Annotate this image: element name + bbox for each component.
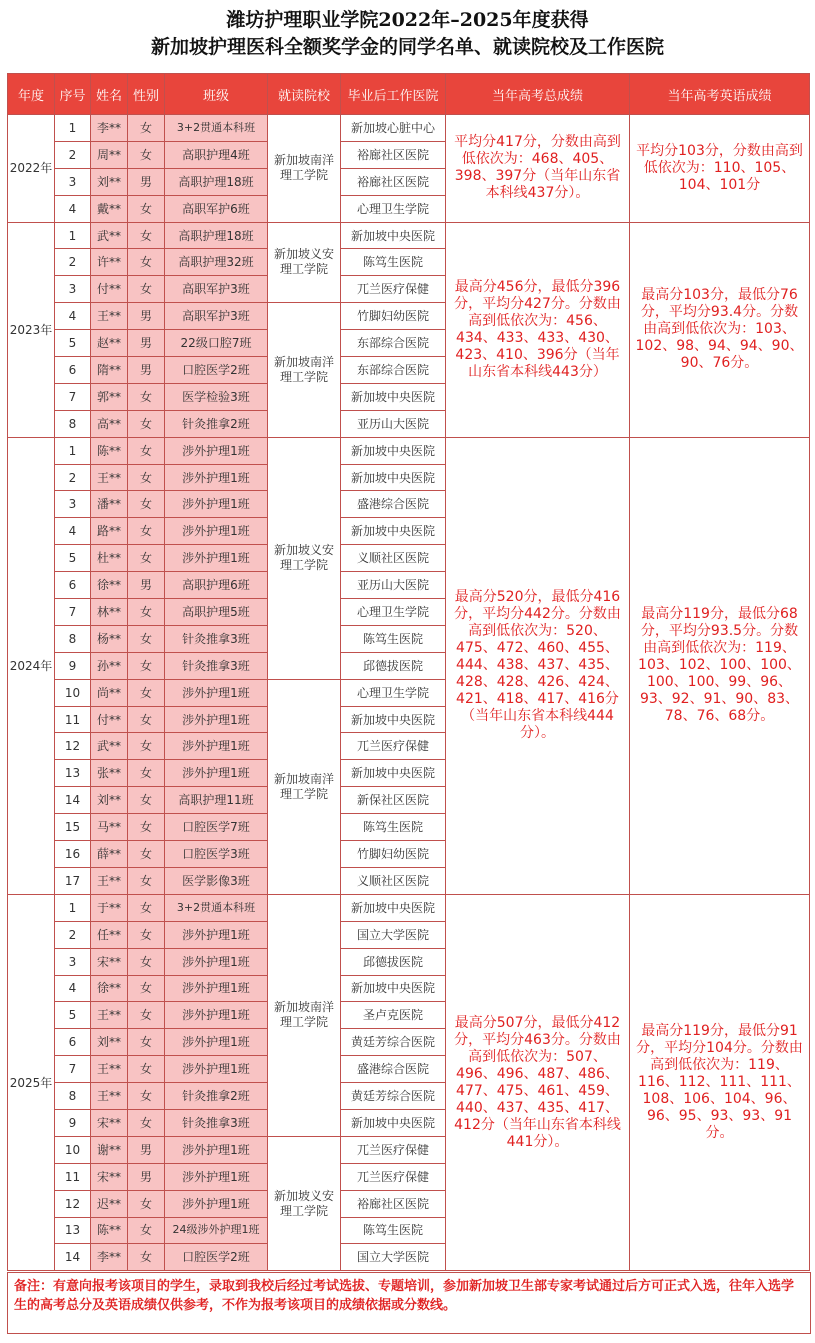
sex-cell: 女 — [128, 410, 165, 437]
sex-cell: 女 — [128, 814, 165, 841]
class-cell: 高职军护6班 — [165, 195, 268, 222]
name-cell: 武** — [91, 733, 128, 760]
page-title-line2: 新加坡护理医科全额奖学金的同学名单、就读院校及工作医院 — [150, 36, 664, 58]
hospital-cell: 义顺社区医院 — [341, 867, 446, 894]
index-cell: 11 — [55, 1163, 91, 1190]
index-cell: 1 — [55, 894, 91, 921]
school-cell: 新加坡南洋理工学院 — [268, 679, 341, 894]
index-cell: 8 — [55, 1083, 91, 1110]
header-index: 序号 — [55, 74, 91, 115]
name-cell: 隋** — [91, 357, 128, 384]
class-cell: 口腔医学2班 — [165, 1244, 268, 1271]
sex-cell: 女 — [128, 867, 165, 894]
table-body — [8, 115, 810, 1271]
name-cell: 迟** — [91, 1190, 128, 1217]
class-cell: 高职军护3班 — [165, 276, 268, 303]
header-sex: 性别 — [128, 74, 165, 115]
school-cell: 新加坡义安理工学院 — [268, 1136, 341, 1270]
sex-cell: 女 — [128, 437, 165, 464]
class-cell: 涉外护理1班 — [165, 464, 268, 491]
index-cell: 6 — [55, 1029, 91, 1056]
sex-cell: 女 — [128, 1217, 165, 1244]
sex-cell: 女 — [128, 841, 165, 868]
sex-cell: 男 — [128, 1163, 165, 1190]
index-cell: 4 — [55, 303, 91, 330]
index-cell: 13 — [55, 760, 91, 787]
sex-cell: 女 — [128, 545, 165, 572]
hospital-cell: 黄廷芳综合医院 — [341, 1029, 446, 1056]
hospital-cell: 陈笃生医院 — [341, 625, 446, 652]
class-cell: 涉外护理1班 — [165, 975, 268, 1002]
sex-cell: 男 — [128, 357, 165, 384]
school-cell: 新加坡义安理工学院 — [268, 222, 341, 303]
name-cell: 宋** — [91, 1109, 128, 1136]
header-hospital: 毕业后工作医院 — [341, 74, 446, 115]
sex-cell: 男 — [128, 1136, 165, 1163]
name-cell: 路** — [91, 518, 128, 545]
hospital-cell: 裕廊社区医院 — [341, 168, 446, 195]
name-cell: 周** — [91, 141, 128, 168]
hospital-cell: 陈笃生医院 — [341, 814, 446, 841]
name-cell: 林** — [91, 599, 128, 626]
index-cell: 2 — [55, 249, 91, 276]
hospital-cell: 邱德拔医院 — [341, 652, 446, 679]
hospital-cell: 新加坡中央医院 — [341, 518, 446, 545]
header-class: 班级 — [165, 74, 268, 115]
name-cell: 杨** — [91, 625, 128, 652]
name-cell: 王** — [91, 464, 128, 491]
name-cell: 王** — [91, 1002, 128, 1029]
name-cell: 王** — [91, 867, 128, 894]
total-score-cell: 平均分417分，分数由高到低依次为：468、405、398、397分（当年山东省本科线437分）。 — [446, 115, 630, 223]
hospital-cell: 国立大学医院 — [341, 1244, 446, 1271]
page-title-line1: 潍坊护理职业学院2022年–2025年度获得 — [226, 9, 589, 31]
hospital-cell: 兀兰医疗保健 — [341, 1163, 446, 1190]
sex-cell: 女 — [128, 115, 165, 142]
sex-cell: 女 — [128, 464, 165, 491]
name-cell: 马** — [91, 814, 128, 841]
sex-cell: 女 — [128, 921, 165, 948]
hospital-cell: 东部综合医院 — [341, 330, 446, 357]
index-cell: 9 — [55, 652, 91, 679]
name-cell: 任** — [91, 921, 128, 948]
header-english-score: 当年高考英语成绩 — [630, 74, 810, 115]
school-cell: 新加坡义安理工学院 — [268, 437, 341, 679]
class-cell: 涉外护理1班 — [165, 679, 268, 706]
sex-cell: 男 — [128, 572, 165, 599]
name-cell: 尚** — [91, 679, 128, 706]
hospital-cell: 兀兰医疗保健 — [341, 276, 446, 303]
scholarship-table — [7, 73, 810, 1271]
class-cell: 针灸推拿3班 — [165, 1109, 268, 1136]
class-cell: 医学影像3班 — [165, 867, 268, 894]
hospital-cell: 兀兰医疗保健 — [341, 1136, 446, 1163]
class-cell: 口腔医学2班 — [165, 357, 268, 384]
class-cell: 涉外护理1班 — [165, 1029, 268, 1056]
hospital-cell: 圣卢克医院 — [341, 1002, 446, 1029]
class-cell: 高职护理32班 — [165, 249, 268, 276]
sex-cell: 女 — [128, 787, 165, 814]
index-cell: 5 — [55, 330, 91, 357]
hospital-cell: 心理卫生学院 — [341, 195, 446, 222]
table-row — [8, 222, 810, 249]
class-cell: 口腔医学7班 — [165, 814, 268, 841]
index-cell: 14 — [55, 787, 91, 814]
hospital-cell: 陈笃生医院 — [341, 1217, 446, 1244]
name-cell: 王** — [91, 1056, 128, 1083]
name-cell: 张** — [91, 760, 128, 787]
class-cell: 涉外护理1班 — [165, 1056, 268, 1083]
index-cell: 8 — [55, 410, 91, 437]
name-cell: 李** — [91, 115, 128, 142]
table-row — [8, 437, 810, 464]
class-cell: 高职护理18班 — [165, 168, 268, 195]
name-cell: 徐** — [91, 975, 128, 1002]
sex-cell: 女 — [128, 222, 165, 249]
sex-cell: 女 — [128, 599, 165, 626]
index-cell: 5 — [55, 1002, 91, 1029]
hospital-cell: 新加坡中央医院 — [341, 894, 446, 921]
class-cell: 高职护理5班 — [165, 599, 268, 626]
name-cell: 刘** — [91, 787, 128, 814]
hospital-cell: 盛港综合医院 — [341, 1056, 446, 1083]
name-cell: 赵** — [91, 330, 128, 357]
english-score-cell: 最高分103分，最低分76分，平均分93.4分。分数由高到低依次为：103、102、98、94、94、90、90、76分。 — [630, 222, 810, 437]
class-cell: 涉外护理1班 — [165, 948, 268, 975]
class-cell: 针灸推拿2班 — [165, 410, 268, 437]
sex-cell: 女 — [128, 1056, 165, 1083]
class-cell: 医学检验3班 — [165, 383, 268, 410]
hospital-cell: 竹脚妇幼医院 — [341, 303, 446, 330]
name-cell: 武** — [91, 222, 128, 249]
index-cell: 2 — [55, 464, 91, 491]
sex-cell: 女 — [128, 679, 165, 706]
class-cell: 针灸推拿2班 — [165, 1083, 268, 1110]
name-cell: 刘** — [91, 168, 128, 195]
class-cell: 口腔医学3班 — [165, 841, 268, 868]
name-cell: 于** — [91, 894, 128, 921]
hospital-cell: 东部综合医院 — [341, 357, 446, 384]
hospital-cell: 国立大学医院 — [341, 921, 446, 948]
sex-cell: 女 — [128, 1029, 165, 1056]
name-cell: 付** — [91, 706, 128, 733]
class-cell: 高职护理18班 — [165, 222, 268, 249]
class-cell: 高职护理6班 — [165, 572, 268, 599]
hospital-cell: 竹脚妇幼医院 — [341, 841, 446, 868]
name-cell: 王** — [91, 303, 128, 330]
name-cell: 宋** — [91, 948, 128, 975]
hospital-cell: 心理卫生学院 — [341, 599, 446, 626]
name-cell: 李** — [91, 1244, 128, 1271]
name-cell: 杜** — [91, 545, 128, 572]
index-cell: 1 — [55, 222, 91, 249]
hospital-cell: 新加坡中央医院 — [341, 706, 446, 733]
class-cell: 涉外护理1班 — [165, 921, 268, 948]
name-cell: 郭** — [91, 383, 128, 410]
footnote: 备注：有意向报考该项目的学生，录取到我校后经过考试选拔、专题培训，参加新加坡卫生部专家考试通过后方可正式入选，往年入选学生的高考总分及英语成绩仅供参考，不作为报考该项目的成绩依据或分数线。 — [7, 1272, 811, 1334]
name-cell: 陈** — [91, 1217, 128, 1244]
sex-cell: 女 — [128, 760, 165, 787]
hospital-cell: 邱德拔医院 — [341, 948, 446, 975]
index-cell: 10 — [55, 679, 91, 706]
name-cell: 孙** — [91, 652, 128, 679]
hospital-cell: 新加坡中央医院 — [341, 222, 446, 249]
hospital-cell: 盛港综合医院 — [341, 491, 446, 518]
header-total-score: 当年高考总成绩 — [446, 74, 630, 115]
hospital-cell: 新加坡中央医院 — [341, 975, 446, 1002]
name-cell: 谢** — [91, 1136, 128, 1163]
index-cell: 7 — [55, 599, 91, 626]
english-score-cell: 最高分119分，最低分68分，平均分93.5分。分数由高到低依次为：119、103、102、100、100、100、100、99、96、93、92、91、90、83、78、76、68分。 — [630, 437, 810, 894]
name-cell: 薛** — [91, 841, 128, 868]
table-header-row — [8, 74, 810, 115]
sex-cell: 男 — [128, 330, 165, 357]
name-cell: 王** — [91, 1083, 128, 1110]
index-cell: 14 — [55, 1244, 91, 1271]
sex-cell: 女 — [128, 1244, 165, 1271]
class-cell: 高职军护3班 — [165, 303, 268, 330]
class-cell: 涉外护理1班 — [165, 733, 268, 760]
index-cell: 2 — [55, 921, 91, 948]
hospital-cell: 新加坡中央医院 — [341, 437, 446, 464]
class-cell: 高职护理11班 — [165, 787, 268, 814]
name-cell: 徐** — [91, 572, 128, 599]
hospital-cell: 新加坡心脏中心 — [341, 115, 446, 142]
index-cell: 6 — [55, 357, 91, 384]
index-cell: 16 — [55, 841, 91, 868]
english-score-cell: 平均分103分，分数由高到低依次为：110、105、104、101分 — [630, 115, 810, 223]
class-cell: 涉外护理1班 — [165, 437, 268, 464]
hospital-cell: 新加坡中央医院 — [341, 464, 446, 491]
name-cell: 付** — [91, 276, 128, 303]
table-row — [8, 115, 810, 142]
year-cell: 2022年 — [8, 115, 55, 223]
sex-cell: 男 — [128, 303, 165, 330]
hospital-cell: 新保社区医院 — [341, 787, 446, 814]
hospital-cell: 心理卫生学院 — [341, 679, 446, 706]
index-cell: 8 — [55, 625, 91, 652]
name-cell: 戴** — [91, 195, 128, 222]
sex-cell: 女 — [128, 195, 165, 222]
index-cell: 3 — [55, 276, 91, 303]
index-cell: 10 — [55, 1136, 91, 1163]
index-cell: 7 — [55, 383, 91, 410]
english-score-cell: 最高分119分，最低分91分，平均分104分。分数由高到低依次为：119、116、112、111、111、108、106、104、96、96、95、93、93、91分。 — [630, 894, 810, 1270]
sex-cell: 女 — [128, 249, 165, 276]
hospital-cell: 陈笃生医院 — [341, 249, 446, 276]
year-cell: 2025年 — [8, 894, 55, 1270]
hospital-cell: 裕廊社区医院 — [341, 141, 446, 168]
name-cell: 宋** — [91, 1163, 128, 1190]
hospital-cell: 兀兰医疗保健 — [341, 733, 446, 760]
sex-cell: 女 — [128, 518, 165, 545]
index-cell: 4 — [55, 975, 91, 1002]
hospital-cell: 黄廷芳综合医院 — [341, 1083, 446, 1110]
class-cell: 针灸推拿3班 — [165, 652, 268, 679]
sex-cell: 女 — [128, 1002, 165, 1029]
hospital-cell: 裕廊社区医院 — [341, 1190, 446, 1217]
index-cell: 3 — [55, 491, 91, 518]
index-cell: 15 — [55, 814, 91, 841]
index-cell: 12 — [55, 733, 91, 760]
school-cell: 新加坡南洋理工学院 — [268, 894, 341, 1136]
class-cell: 涉外护理1班 — [165, 518, 268, 545]
index-cell: 6 — [55, 572, 91, 599]
header-name: 姓名 — [91, 74, 128, 115]
name-cell: 高** — [91, 410, 128, 437]
hospital-cell: 新加坡中央医院 — [341, 760, 446, 787]
class-cell: 涉外护理1班 — [165, 706, 268, 733]
name-cell: 刘** — [91, 1029, 128, 1056]
index-cell: 9 — [55, 1109, 91, 1136]
total-score-cell: 最高分507分，最低分412分，平均分463分。分数由高到低依次为：507、496、496、487、486、477、475、461、459、440、437、435、417、412分（当年山东省本科线441分）。 — [446, 894, 630, 1270]
hospital-cell: 亚历山大医院 — [341, 572, 446, 599]
class-cell: 高职护理4班 — [165, 141, 268, 168]
table-row — [8, 894, 810, 921]
sex-cell: 女 — [128, 491, 165, 518]
class-cell: 涉外护理1班 — [165, 545, 268, 572]
index-cell: 17 — [55, 867, 91, 894]
hospital-cell: 亚历山大医院 — [341, 410, 446, 437]
name-cell: 潘** — [91, 491, 128, 518]
hospital-cell: 新加坡中央医院 — [341, 1109, 446, 1136]
index-cell: 12 — [55, 1190, 91, 1217]
name-cell: 陈** — [91, 437, 128, 464]
school-cell: 新加坡南洋理工学院 — [268, 303, 341, 437]
index-cell: 3 — [55, 948, 91, 975]
sex-cell: 男 — [128, 168, 165, 195]
class-cell: 3+2贯通本科班 — [165, 894, 268, 921]
hospital-cell: 新加坡中央医院 — [341, 383, 446, 410]
year-cell: 2024年 — [8, 437, 55, 894]
sex-cell: 女 — [128, 1083, 165, 1110]
class-cell: 涉外护理1班 — [165, 1163, 268, 1190]
sex-cell: 女 — [128, 1190, 165, 1217]
class-cell: 3+2贯通本科班 — [165, 115, 268, 142]
header-school: 就读院校 — [268, 74, 341, 115]
class-cell: 涉外护理1班 — [165, 491, 268, 518]
index-cell: 13 — [55, 1217, 91, 1244]
sex-cell: 女 — [128, 383, 165, 410]
sex-cell: 女 — [128, 948, 165, 975]
sex-cell: 女 — [128, 625, 165, 652]
class-cell: 涉外护理1班 — [165, 1136, 268, 1163]
hospital-cell: 义顺社区医院 — [341, 545, 446, 572]
index-cell: 4 — [55, 195, 91, 222]
header-year: 年度 — [8, 74, 55, 115]
class-cell: 24级涉外护理1班 — [165, 1217, 268, 1244]
class-cell: 涉外护理1班 — [165, 760, 268, 787]
sex-cell: 女 — [128, 1109, 165, 1136]
class-cell: 针灸推拿3班 — [165, 625, 268, 652]
sex-cell: 女 — [128, 141, 165, 168]
sex-cell: 女 — [128, 706, 165, 733]
total-score-cell: 最高分456分，最低分396分，平均分427分。分数由高到低依次为：456、434、433、433、430、423、410、396分（当年山东省本科线443分） — [446, 222, 630, 437]
index-cell: 3 — [55, 168, 91, 195]
index-cell: 2 — [55, 141, 91, 168]
sex-cell: 女 — [128, 276, 165, 303]
index-cell: 4 — [55, 518, 91, 545]
index-cell: 1 — [55, 115, 91, 142]
index-cell: 7 — [55, 1056, 91, 1083]
school-cell: 新加坡南洋理工学院 — [268, 115, 341, 223]
sex-cell: 女 — [128, 894, 165, 921]
sex-cell: 女 — [128, 975, 165, 1002]
sex-cell: 女 — [128, 733, 165, 760]
index-cell: 5 — [55, 545, 91, 572]
total-score-cell: 最高分520分，最低分416分，平均分442分。分数由高到低依次为：520、475、472、460、455、444、438、437、435、428、428、426、424、421、418、417、416分（当年山东省本科线444分）。 — [446, 437, 630, 894]
sex-cell: 女 — [128, 652, 165, 679]
year-cell: 2023年 — [8, 222, 55, 437]
index-cell: 1 — [55, 437, 91, 464]
index-cell: 11 — [55, 706, 91, 733]
name-cell: 许** — [91, 249, 128, 276]
class-cell: 22级口腔7班 — [165, 330, 268, 357]
class-cell: 涉外护理1班 — [165, 1190, 268, 1217]
class-cell: 涉外护理1班 — [165, 1002, 268, 1029]
